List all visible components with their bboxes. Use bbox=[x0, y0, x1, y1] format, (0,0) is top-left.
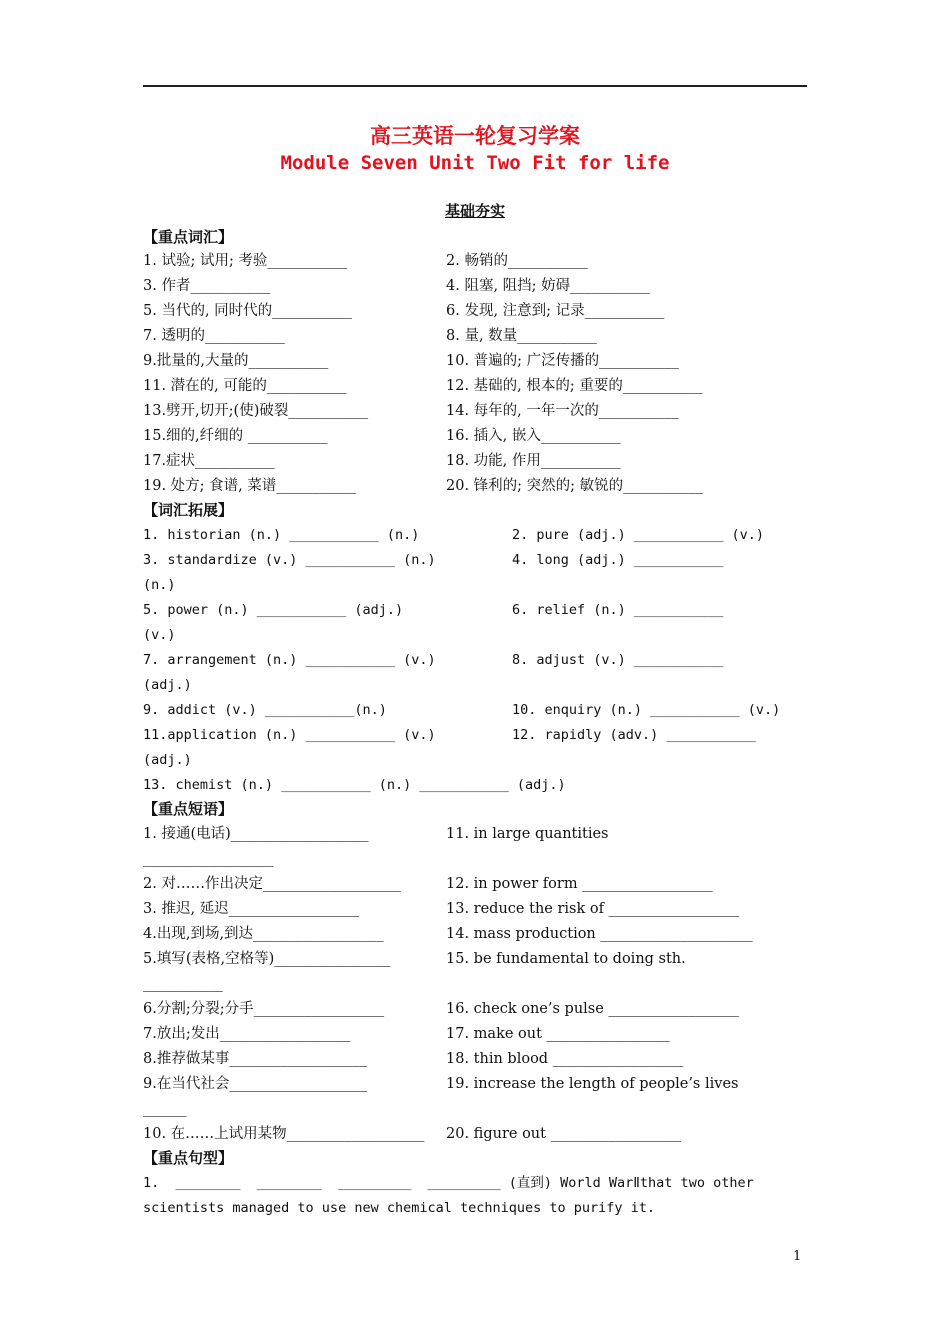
sentences-heading: 【重点句型】 bbox=[143, 1149, 234, 1167]
list-row bbox=[143, 548, 807, 573]
list-row bbox=[143, 249, 807, 274]
row-right-text: 4. 阻塞, 阻挡; 妨碍___________ bbox=[446, 278, 650, 294]
sentence-line-1: 1. ________ ________ _________ _________ (直到) World WarⅡthat two other bbox=[143, 1175, 754, 1191]
list-row bbox=[143, 673, 807, 698]
row-right-text: 12. 基础的, 根本的; 重要的___________ bbox=[446, 378, 703, 394]
list-row bbox=[143, 1122, 807, 1147]
row-right-text: 14. mass production _____________________ bbox=[446, 926, 753, 942]
list-row bbox=[143, 847, 807, 872]
row-left-text: 5. power (n.) ___________ (adj.) bbox=[143, 602, 404, 618]
expansion-heading: 【词汇拓展】 bbox=[143, 501, 234, 519]
list-row bbox=[143, 349, 807, 374]
list-row bbox=[143, 822, 807, 847]
list-row bbox=[143, 623, 807, 648]
row-left-text: 8.推荐做某事___________________ bbox=[143, 1051, 368, 1067]
list-row bbox=[143, 1072, 807, 1097]
row-right-text: 6. relief (n.) ___________ bbox=[512, 602, 724, 618]
list-row bbox=[143, 449, 807, 474]
list-row bbox=[143, 922, 807, 947]
row-left-text: 3. 作者___________ bbox=[143, 278, 271, 294]
row-left-text: 13. chemist (n.) ___________ (n.) ___________ (adj.) bbox=[143, 777, 566, 793]
row-right-text: 20. figure out __________________ bbox=[446, 1126, 682, 1142]
list-row bbox=[143, 947, 807, 972]
list-row bbox=[143, 897, 807, 922]
list-row bbox=[143, 748, 807, 773]
list-row bbox=[143, 648, 807, 673]
section-basic-heading: 基础夯实 bbox=[444, 202, 505, 220]
row-left-text: 9.批量的,大量的___________ bbox=[143, 353, 329, 369]
row-left-text: 4.出现,到场,到达__________________ bbox=[143, 926, 384, 942]
list-row bbox=[143, 1097, 807, 1122]
row-left-text: 9.在当代社会___________________ bbox=[143, 1076, 368, 1092]
list-row bbox=[143, 399, 807, 424]
row-left-text: 10. 在……上试用某物___________________ bbox=[143, 1126, 425, 1142]
row-left-text: 6.分割;分裂;分手__________________ bbox=[143, 1001, 385, 1017]
list-row bbox=[143, 523, 807, 548]
list-row bbox=[143, 573, 807, 598]
row-left-text: 11.application (n.) ___________ (v.) bbox=[143, 727, 436, 743]
phrases-heading: 【重点短语】 bbox=[143, 800, 234, 818]
row-right-text: 2. pure (adj.) ___________ (v.) bbox=[512, 527, 764, 543]
row-left-text: 1. historian (n.) ___________ (n.) bbox=[143, 527, 420, 543]
row-right-text: 2. 畅销的___________ bbox=[446, 253, 588, 269]
row-right-text: 10. enquiry (n.) ___________ (v.) bbox=[512, 702, 781, 718]
list-row bbox=[143, 723, 807, 748]
row-left-text: 11. 潜在的, 可能的___________ bbox=[143, 378, 347, 394]
list-row bbox=[143, 872, 807, 897]
row-left-text: 15.细的,纤细的 ___________ bbox=[143, 428, 328, 444]
row-left-text: 13.劈开,切开;(使)破裂___________ bbox=[143, 403, 369, 419]
list-row bbox=[143, 299, 807, 324]
row-left-text: 7. arrangement (n.) ___________ (v.) bbox=[143, 652, 436, 668]
row-right-text: 18. 功能, 作用___________ bbox=[446, 453, 621, 469]
row-right-text: 19. increase the length of people’s lives bbox=[446, 1076, 739, 1092]
row-left-text: 5.填写(表格,空格等)________________ bbox=[143, 951, 391, 967]
list-row bbox=[143, 1022, 807, 1047]
list-row bbox=[143, 997, 807, 1022]
row-right-text: 10. 普遍的; 广泛传播的___________ bbox=[446, 353, 679, 369]
row-right-text: 8. 量, 数量___________ bbox=[446, 328, 597, 344]
row-left-text: 9. addict (v.) ___________(n.) bbox=[143, 702, 387, 718]
row-right-text: 16. 插入, 嵌入___________ bbox=[446, 428, 621, 444]
vocab-heading: 【重点词汇】 bbox=[143, 228, 234, 246]
row-right-text: 20. 锋利的; 突然的; 敏锐的___________ bbox=[446, 478, 703, 494]
row-right-text: 8. adjust (v.) ___________ bbox=[512, 652, 724, 668]
row-right-text: 15. be fundamental to doing sth. bbox=[446, 951, 686, 967]
row-right-text: 12. in power form __________________ bbox=[446, 876, 713, 892]
row-right-text: 4. long (adj.) ___________ bbox=[512, 552, 724, 568]
row-left-text: __________________ bbox=[143, 851, 274, 867]
row-right-text: 14. 每年的, 一年一次的___________ bbox=[446, 403, 679, 419]
row-left-text: 3. 推迟, 延迟__________________ bbox=[143, 901, 360, 917]
list-row bbox=[143, 474, 807, 499]
list-row bbox=[143, 324, 807, 349]
list-row bbox=[143, 773, 807, 798]
list-row bbox=[143, 698, 807, 723]
list-row bbox=[143, 374, 807, 399]
row-left-text: 7.放出;发出__________________ bbox=[143, 1026, 351, 1042]
title-chinese: 高三英语一轮复习学案 bbox=[370, 123, 580, 148]
row-left-text: 17.症状___________ bbox=[143, 453, 275, 469]
row-left-text: ______ bbox=[143, 1101, 187, 1117]
row-right-text: 17. make out _________________ bbox=[446, 1026, 670, 1042]
row-right-text: 11. in large quantities bbox=[446, 826, 609, 842]
row-left-text: 7. 透明的___________ bbox=[143, 328, 285, 344]
row-right-text: 13. reduce the risk of __________________ bbox=[446, 901, 740, 917]
row-left-text: (adj.) bbox=[143, 752, 192, 768]
list-row bbox=[143, 424, 807, 449]
page-number: 1 bbox=[793, 1249, 802, 1264]
list-row bbox=[143, 274, 807, 299]
row-right-text: 12. rapidly (adv.) ___________ bbox=[512, 727, 756, 743]
title-english: Module Seven Unit Two Fit for life bbox=[280, 152, 670, 174]
row-left-text: 19. 处方; 食谱, 菜谱___________ bbox=[143, 478, 357, 494]
row-right-text: 18. thin blood __________________ bbox=[446, 1051, 684, 1067]
row-left-text: ___________ bbox=[143, 976, 223, 992]
sentence-line-2: scientists managed to use new chemical techniques to purify it. bbox=[143, 1200, 656, 1216]
row-right-text: 6. 发现, 注意到; 记录___________ bbox=[446, 303, 665, 319]
list-row bbox=[143, 972, 807, 997]
list-row bbox=[143, 598, 807, 623]
row-left-text: (adj.) bbox=[143, 677, 192, 693]
row-left-text: 1. 接通(电话)___________________ bbox=[143, 826, 369, 842]
list-row bbox=[143, 1047, 807, 1072]
row-left-text: (n.) bbox=[143, 577, 176, 593]
header-rule bbox=[143, 85, 807, 87]
row-left-text: 3. standardize (v.) ___________ (n.) bbox=[143, 552, 436, 568]
row-left-text: 1. 试验; 试用; 考验___________ bbox=[143, 253, 348, 269]
row-right-text: 16. check one’s pulse __________________ bbox=[446, 1001, 739, 1017]
row-left-text: 2. 对……作出决定___________________ bbox=[143, 876, 401, 892]
row-left-text: (v.) bbox=[143, 627, 176, 643]
row-left-text: 5. 当代的, 同时代的___________ bbox=[143, 303, 352, 319]
